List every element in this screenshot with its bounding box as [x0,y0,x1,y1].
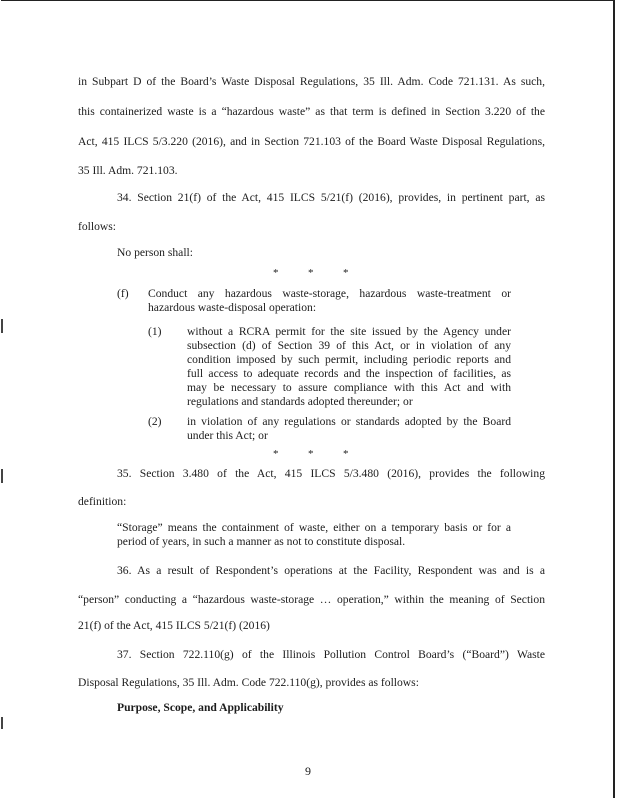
subsection-label: (f) [117,287,129,300]
body-line: in Subpart D of the Board’s Waste Disposal Regulations, 35 Ill. Adm. Code 721.131. As such, [78,75,545,88]
section-heading: Purpose, Scope, and Applicability [117,701,284,714]
scan-edge-mark [1,717,3,729]
quote-line: condition imposed by such permit, including periodic reports and [187,353,511,366]
paragraph-35: 35. Section 3.480 of the Act, 415 ILCS 5/3.480 (2016), provides the following [117,467,545,480]
quote-line: period of years, in such a manner as not to constitute disposal. [117,535,406,548]
body-line: definition: [78,495,127,508]
body-line: Act, 415 ILCS 5/3.220 (2016), and in Section 721.103 of the Board Waste Disposal Regulations, [78,135,545,148]
paragraph-36: 36. As a result of Respondent’s operations at the Facility, Respondent was and is a [117,564,545,577]
star: * [308,267,314,279]
star: * [343,448,349,460]
body-line: “person” conducting a “hazardous waste-storage … operation,” within the meaning of Section [78,593,545,606]
star: * [273,448,279,460]
body-line: this containerized waste is a “hazardous waste” as that term is defined in Section 3.220 of the [78,105,545,118]
quote-line: full access to adequate records and the inspection of facilities, as [187,367,511,380]
item-label: (1) [148,325,162,338]
scan-edge-mark [1,469,3,483]
quote-line: may be necessary to assure compliance with this Act and with [187,381,511,394]
body-line: 21(f) of the Act, 415 ILCS 5/21(f) (2016) [78,619,270,632]
quote-line: subsection (d) of Section 39 of this Act, or in violation of any [187,339,511,352]
item-label: (2) [148,415,162,428]
quote-line: in violation of any regulations or standards adopted by the Board [187,415,511,428]
document-page [1,0,615,798]
body-line: 35 Ill. Adm. 721.103. [78,164,178,177]
paragraph-37: 37. Section 722.110(g) of the Illinois Pollution Control Board’s (“Board”) Waste [117,648,545,661]
quote-line: Conduct any hazardous waste-storage, hazardous waste-treatment or [148,287,511,300]
quote-line: hazardous waste-disposal operation: [148,301,317,314]
paragraph-34: 34. Section 21(f) of the Act, 415 ILCS 5/21(f) (2016), provides, in pertinent part, as [117,191,545,204]
body-line: Disposal Regulations, 35 Ill. Adm. Code 722.110(g), provides as follows: [78,676,419,689]
star: * [273,267,279,279]
quote-line: “Storage” means the containment of waste, either on a temporary basis or for a [117,521,511,534]
quote-line: regulations and standards adopted thereunder; or [187,395,413,408]
star: * [308,448,314,460]
page-number: 9 [305,764,311,778]
body-line: follows: [78,220,117,233]
quote-intro: No person shall: [117,246,193,259]
star: * [343,267,349,279]
quote-line: under this Act; or [187,429,268,442]
quote-line: without a RCRA permit for the site issued by the Agency under [187,325,511,338]
scan-edge-mark [1,319,3,333]
